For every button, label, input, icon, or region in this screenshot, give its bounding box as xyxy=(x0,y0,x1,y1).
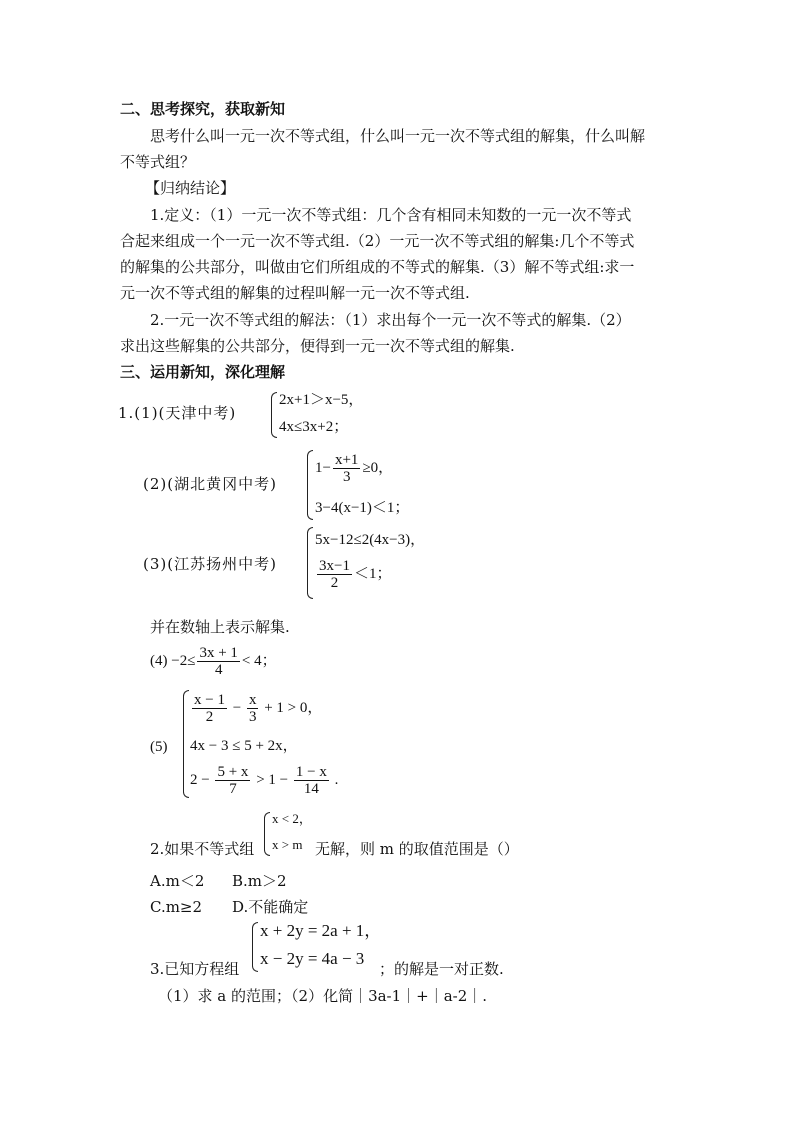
inequality: 3−4(x−1)＜1； xyxy=(315,500,410,516)
option-a: A.m＜2 xyxy=(150,872,205,890)
equation: x − 2y = 4a − 3 xyxy=(260,949,365,968)
definition-line: 的解集的公共部分，叫做由它们所组成的不等式的解集.（3）解不等式组:求一 xyxy=(120,258,635,276)
option-c: C.m≥2 xyxy=(150,898,203,916)
inequality: $\frac{x - 1}{2}$ − $\frac{x}{3}$ + 1 > 0， xyxy=(194,692,323,726)
inequality: 4x≤3x+2； xyxy=(279,419,349,435)
question-3-subparts: （1）求 a 的范围；（2）化简｜3a-1｜+｜a-2｜. xyxy=(158,987,488,1005)
equation: x + 2y = 2a + 1， xyxy=(260,921,382,940)
method-line: 2.一元一次不等式组的解法：（1）求出每个一元一次不等式的解集.（2） xyxy=(150,311,631,329)
system-brace xyxy=(264,812,270,856)
inequality: x < 2， xyxy=(272,811,312,826)
problem-1-2-label: (2)(湖北黄冈中考) xyxy=(143,475,277,493)
inequality: x > m xyxy=(272,837,303,852)
option-b: B.m＞2 xyxy=(232,872,287,890)
inequality: 2x+1＞x−5， xyxy=(279,392,364,408)
inequality: (4) −2≤ $\frac{3x + 1}{4}$ < 4； xyxy=(150,645,277,679)
section-heading-2: 二、思考探究，获取新知 xyxy=(120,100,286,118)
definition-line: 1.定义：（1）一元一次不等式组：几个含有相同未知数的一元一次不等式 xyxy=(150,206,632,224)
inequality: 2 − $\frac{5 + x}{7}$ > 1 − $\frac{1 - x}{14}$ . xyxy=(190,764,339,798)
problem-1-5-label: (5) xyxy=(150,739,168,755)
inequality: $\frac{3x-1}{2}$ ＜1； xyxy=(319,558,392,592)
definition-line: 元一次不等式组的解集的过程叫解一元一次不等式组. xyxy=(120,284,470,302)
problem-1-1-label: 1.(1)(天津中考) xyxy=(118,404,237,422)
inequality: 5x−12≤2(4x−3)， xyxy=(315,532,426,548)
question-2-suffix: 无解，则 m 的取值范围是（） xyxy=(315,840,519,858)
system-brace xyxy=(307,527,313,599)
method-line: 求出这些解集的公共部分，便得到一元一次不等式组的解集. xyxy=(120,337,515,355)
system-brace xyxy=(307,450,313,520)
summary-label: 【归纳结论】 xyxy=(145,179,236,197)
inequality: 4x − 3 ≤ 5 + 2x， xyxy=(190,738,298,754)
question-2-prefix: 2.如果不等式组 xyxy=(150,840,255,858)
question-line: 思考什么叫一元一次不等式组，什么叫一元一次不等式组的解集，什么叫解 xyxy=(150,127,646,145)
definition-line: 合起来组成一个一元一次不等式组.（2）一元一次不等式组的解集:几个不等式 xyxy=(120,232,635,250)
problem-1-3-label: (3)(江苏扬州中考) xyxy=(143,555,277,573)
system-brace xyxy=(252,922,258,972)
question-3-prefix: 3.已知方程组 xyxy=(150,960,240,978)
question-3-suffix: ；的解是一对正数. xyxy=(379,960,504,978)
question-line: 不等式组？ xyxy=(120,153,196,171)
numberline-instruction: 并在数轴上表示解集. xyxy=(150,618,290,636)
system-brace xyxy=(183,690,189,798)
inequality: 1− $\frac{x+1}{3}$ ≥0， xyxy=(315,452,394,486)
option-d: D.不能确定 xyxy=(232,898,309,916)
system-brace xyxy=(271,392,277,438)
section-heading-3: 三、运用新知，深化理解 xyxy=(120,363,286,381)
